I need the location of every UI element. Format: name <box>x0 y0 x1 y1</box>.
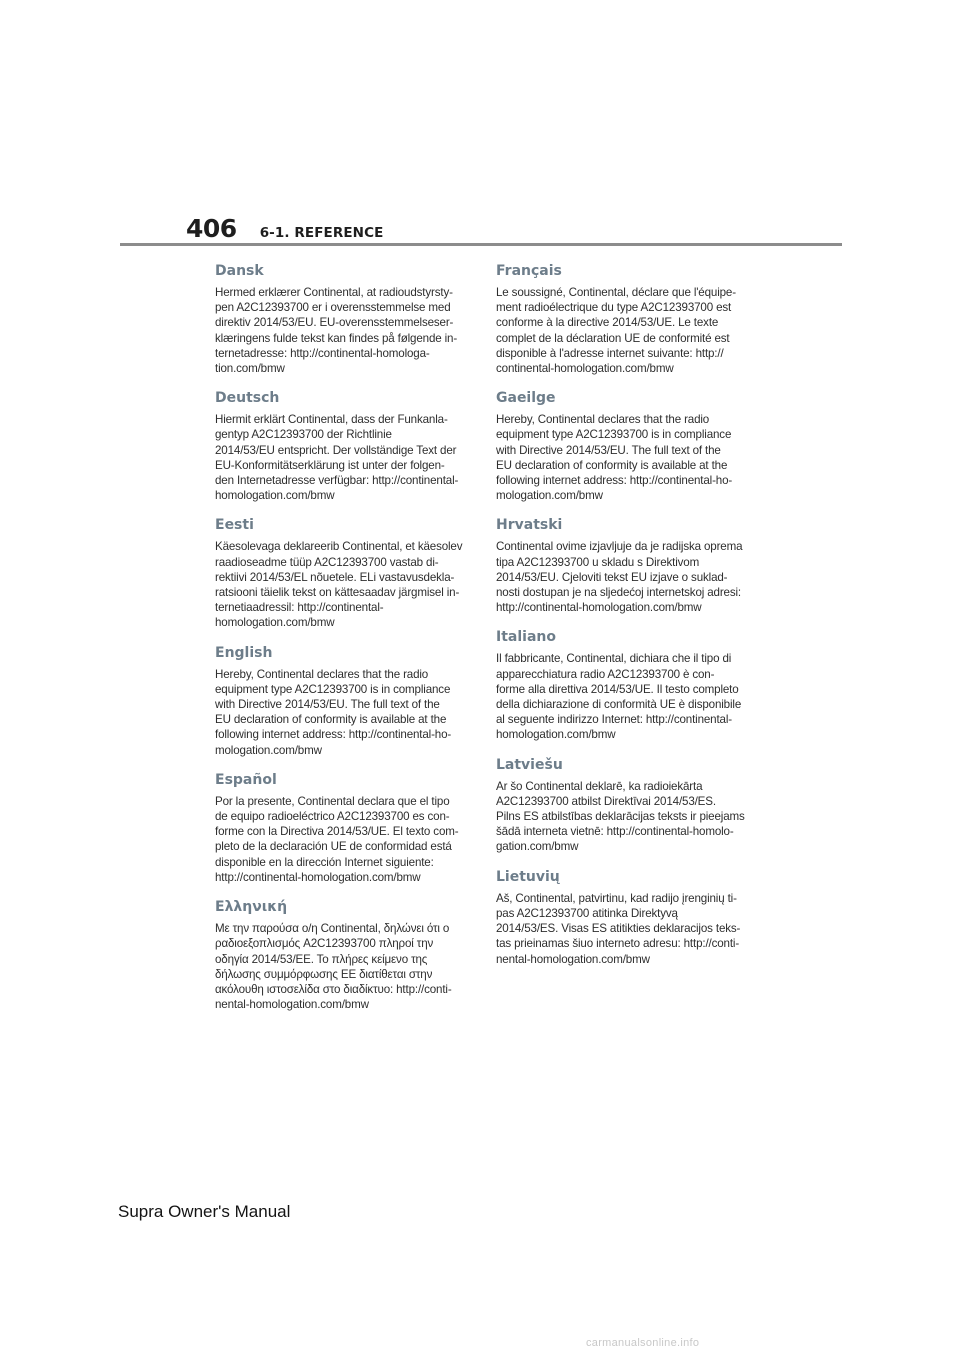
language-heading: Eesti <box>215 517 254 534</box>
page-number: 406 <box>186 214 237 243</box>
entry-lietuviu <box>496 868 748 967</box>
language-heading: Deutsch <box>215 390 280 407</box>
language-heading: Français <box>496 263 562 279</box>
declaration-text: Le soussigné, Continental, déclare que l'équipe- ment radioélectrique du type A2C12393700 est conforme à la directive 2014/53/UE. Le texte complet de la déclaration UE de conformité est disponible à l'adresse internet suivante: http:// continental-homologation.com/bmw <box>496 286 736 376</box>
declaration-text: Ar šo Continental deklarē, ka radioiekārta A2C12393700 atbilst Direktīvai 2014/53/ES. Pilns ES atbilstības deklarācijas teksts ir pieejams šādā interneta vietnē: http://continental-homolo- gation.com/bmw <box>496 779 745 854</box>
entry-english <box>215 644 467 758</box>
manual-title: Supra Owner's Manual <box>118 1202 291 1221</box>
right-column <box>496 262 748 980</box>
language-heading: Hrvatski <box>496 517 563 534</box>
declaration-text: Hereby, Continental declares that the radio equipment type A2C12393700 is in compliance with Directive 2014/53/EU. The full text of the EU declaration of conformity is available at the following internet address: http://continental-ho- mologation.com/bmw <box>496 413 733 503</box>
header-rule <box>120 243 842 246</box>
entry-eesti <box>215 516 467 630</box>
declaration-text: Με την παρούσα ο/η Continental, δηλώνει ότι ο ραδιοεξοπλισμός A2C12393700 πληροί την οδηγία 2014/53/ΕΕ. Το πλήρες κείμενο της δήλωσης συμμόρφωσης ΕΕ διατίθεται στην ακόλουθη ιστοσελίδα στο διαδίκτυο: http://conti- nental-homologation.com/bmw <box>215 922 452 1012</box>
entry-italiano <box>496 628 748 742</box>
left-column <box>215 262 467 1025</box>
entry-hrvatski <box>496 516 748 615</box>
language-heading: Lietuvių <box>496 868 560 885</box>
section-title: 6-1. REFERENCE <box>259 225 384 241</box>
language-heading: English <box>215 644 273 661</box>
language-heading: Gaeilge <box>496 390 556 407</box>
declaration-text: Por la presente, Continental declara que el tipo de equipo radioeléctrico A2C12393700 es con- forme con la Directiva 2014/53/UE. El texto com- pleto de la declaración UE de conformidad está disponible en la dirección Internet siguiente: http://continental-homologation.com/bmw <box>215 794 459 884</box>
entry-greek <box>215 898 467 1012</box>
entry-espanol <box>215 771 467 885</box>
entry-dansk <box>215 262 467 376</box>
language-heading: Latviešu <box>496 756 563 773</box>
declaration-text: Käesolevaga deklareerib Continental, et käesolev raadioseadme tüüp A2C12393700 vastab di- rektiivi 2014/53/EL nõuetele. ELi vastavusdekla- ratsiooni täielik tekst on kättesaadav järgmisel in- ternetiaadressil: http://continental- homologation.com/bmw <box>215 540 463 630</box>
language-heading: Español <box>215 771 277 788</box>
declaration-text: Hermed erklærer Continental, at radioudstyrsty- pen A2C12393700 er i overensstemmelse med direktiv 2014/53/EU. EU-overensstemmelseser- klæringens fulde tekst kan findes på følgende in- ternetadresse: http://continental-homologa- tion.com/bmw <box>215 286 458 376</box>
watermark: carmanualsonline.info <box>586 1337 700 1349</box>
declaration-text: Continental ovime izjavljuje da je radijska oprema tipa A2C12393700 u skladu s Direktivom 2014/53/EU. Cjeloviti tekst EU izjave o suklad- nosti dostupan je na sljedećoj internetskoj adresi: http://continental-homologation.com/bmw <box>496 540 743 615</box>
language-heading: Ελληνική <box>215 899 288 916</box>
entry-gaeilge <box>496 389 748 503</box>
entry-latviesu <box>496 756 748 855</box>
declaration-text: Hiermit erklärt Continental, dass der Funkanla- gentyp A2C12393700 der Richtlinie 2014/53/EU entspricht. Der vollständige Text der EU-Konformitätserklärung ist unter der folgen- den Internetadresse verfügbar: http://continental- homologation.com/bmw <box>215 413 459 503</box>
entry-deutsch <box>215 389 467 503</box>
language-heading: Dansk <box>215 263 264 279</box>
entry-francais <box>496 262 748 376</box>
language-heading: Italiano <box>496 629 556 646</box>
declaration-text: Aš, Continental, patvirtinu, kad radijo įrenginių ti- pas A2C12393700 atitinka Direktyvą 2014/53/ES. Visas ES atitikties deklaracijos teks- tas prieinamas šiuo interneto adresu: http://conti- nental-homologation.com/bmw <box>496 891 741 966</box>
declaration-text: Hereby, Continental declares that the radio equipment type A2C12393700 is in compliance with Directive 2014/53/EU. The full text of the EU declaration of conformity is available at the following internet address: http://continental-ho- mologation.com/bmw <box>215 667 452 757</box>
declaration-text: Il fabbricante, Continental, dichiara che il tipo di apparecchiatura radio A2C12393700 è con- forme alla direttiva 2014/53/UE. Il testo completo della dichiarazione di conformità UE è disponibile al seguente indirizzo Internet: http://continental- homologation.com/bmw <box>496 652 742 742</box>
